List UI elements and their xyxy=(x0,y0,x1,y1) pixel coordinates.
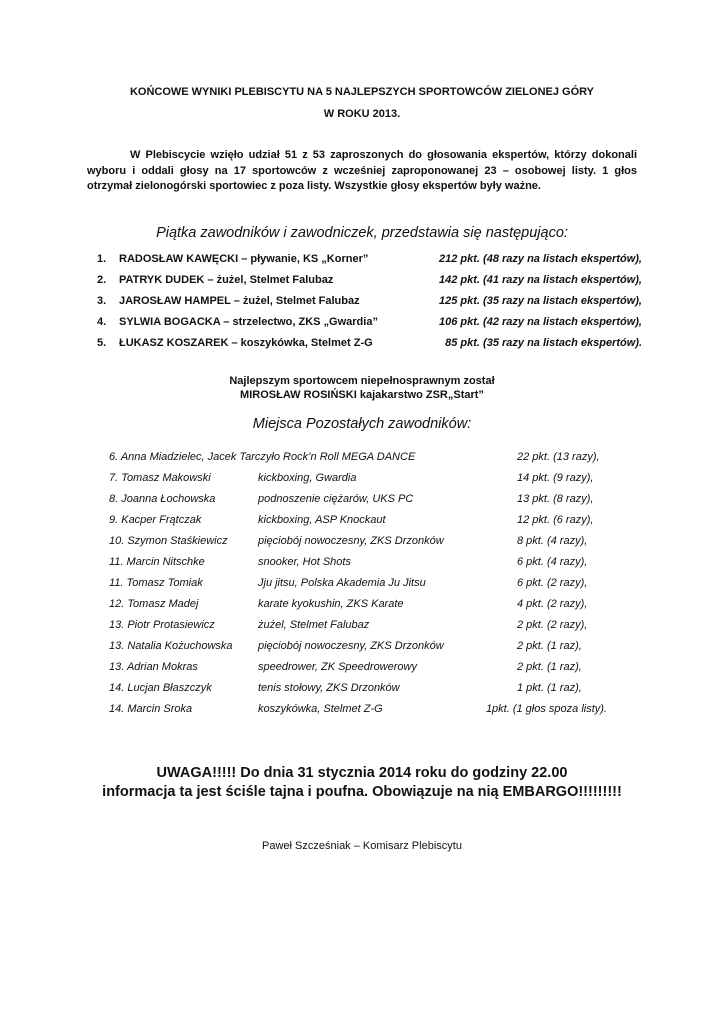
athlete-name: 14. Lucjan Błaszczyk xyxy=(109,682,212,694)
athlete-points: 1pkt. (1 głos spoza listy). xyxy=(485,703,607,715)
athlete-points: 125 pkt. (35 razy na listach ekspertów), xyxy=(439,295,642,307)
athlete-name: 12. Tomasz Madej xyxy=(109,598,199,610)
athlete-points: 2 pkt. (1 raz), xyxy=(517,640,582,652)
top5-row xyxy=(97,291,642,312)
athlete-name: 13. Natalia Kożuchowska xyxy=(109,640,233,652)
athlete-points: 4 pkt. (2 razy), xyxy=(517,598,588,610)
others-row xyxy=(109,594,614,615)
embargo-warning xyxy=(0,764,724,802)
athlete-discipline: koszykówka, Stelmet Z-G xyxy=(258,703,383,715)
others-row xyxy=(109,657,614,678)
athlete-points: 85 pkt. (35 razy na listach ekspertów). xyxy=(445,337,642,349)
athlete-points: 12 pkt. (6 razy), xyxy=(517,514,594,526)
others-row xyxy=(109,573,614,594)
warning-line-1: UWAGA!!!!! Do dnia 31 stycznia 2014 roku do godziny 22.00 xyxy=(156,765,568,781)
athlete-points: 14 pkt. (9 razy), xyxy=(517,472,594,484)
athlete-discipline: snooker, Hot Shots xyxy=(258,556,351,568)
athlete-name: JAROSŁAW HAMPEL – żużel, Stelmet Falubaz xyxy=(119,295,360,307)
others-row xyxy=(109,699,614,720)
document-title-line-2: W ROKU 2013. xyxy=(323,108,401,120)
athlete-discipline: Jju jitsu, Polska Akademia Ju Jitsu xyxy=(258,577,426,589)
athlete-name: 6. Anna Miadzielec, Jacek Tarczyło Rock’n Roll MEGA DANCE xyxy=(109,451,416,463)
others-heading: Miejsca Pozostałych zawodników: xyxy=(252,416,472,432)
signature: Paweł Szcześniak – Komisarz Plebiscytu xyxy=(262,840,462,852)
athlete-points: 13 pkt. (8 razy), xyxy=(517,493,594,505)
top5-row xyxy=(97,270,642,291)
others-row xyxy=(109,489,614,510)
athlete-discipline: podnoszenie ciężarów, UKS PC xyxy=(258,493,414,505)
athlete-name: 14. Marcin Sroka xyxy=(109,703,193,715)
rank-number: 5. xyxy=(97,337,107,349)
athlete-points: 142 pkt. (41 razy na listach ekspertów), xyxy=(439,274,642,286)
others-row xyxy=(109,531,614,552)
athlete-points: 6 pkt. (2 razy), xyxy=(517,577,588,589)
others-row xyxy=(109,636,614,657)
athlete-name: 11. Tomasz Tomiak xyxy=(109,577,203,589)
athlete-points: 22 pkt. (13 razy), xyxy=(517,451,600,463)
athlete-points: 2 pkt. (1 raz), xyxy=(517,661,582,673)
athlete-points: 8 pkt. (4 razy), xyxy=(517,535,588,547)
top5-row xyxy=(97,249,642,270)
document-title-line-1: KOŃCOWE WYNIKI PLEBISCYTU NA 5 NAJLEPSZYCH SPORTOWCÓW ZIELONEJ GÓRY xyxy=(129,86,595,98)
athlete-discipline: kickboxing, ASP Knockaut xyxy=(258,514,386,526)
athlete-points: 6 pkt. (4 razy), xyxy=(517,556,588,568)
athlete-name: 11. Marcin Nitschke xyxy=(109,556,205,568)
intro-text: W Plebiscycie wzięło udział 51 z 53 zaproszonych do głosowania ekspertów, którzy dokonali wyboru i oddali głosy na 17 sportowców z wcześniej zaproponowanej 23 – osobowej listy. 1 głos otrzymał zielonogórski sportowiec z poza listy. Wszystkie głosy ekspertów były ważne. xyxy=(87,149,637,192)
athlete-points: 212 pkt. (48 razy na listach ekspertów), xyxy=(439,253,642,265)
rank-number: 2. xyxy=(97,274,107,286)
athlete-discipline: kickboxing, Gwardia xyxy=(258,472,357,484)
athlete-points: 2 pkt. (2 razy), xyxy=(517,619,588,631)
athlete-name: 8. Joanna Łochowska xyxy=(109,493,216,505)
others-list xyxy=(109,447,614,720)
athlete-points: 1 pkt. (1 raz), xyxy=(517,682,582,694)
intro-paragraph xyxy=(87,148,637,195)
athlete-name: 7. Tomasz Makowski xyxy=(109,472,211,484)
disabled-note-line-1: Najlepszym sportowcem niepełnosprawnym został xyxy=(229,375,495,387)
rank-number: 4. xyxy=(97,316,107,328)
athlete-name: PATRYK DUDEK – żużel, Stelmet Falubaz xyxy=(119,274,334,286)
athlete-discipline: tenis stołowy, ZKS Drzonków xyxy=(258,682,400,694)
disabled-note-line-2: MIROSŁAW ROSIŃSKI kajakarstwo ZSR„Start” xyxy=(240,389,484,401)
top5-row xyxy=(97,333,642,354)
top5-row xyxy=(97,312,642,333)
athlete-name: 13. Piotr Protasiewicz xyxy=(109,619,215,631)
warning-line-2: informacja ta jest ściśle tajna i poufna. Obowiązuje na nią EMBARGO!!!!!!!!! xyxy=(102,784,622,800)
athlete-points: 106 pkt. (42 razy na listach ekspertów), xyxy=(439,316,642,328)
others-row xyxy=(109,552,614,573)
athlete-name: 10. Szymon Staśkiewicz xyxy=(109,535,228,547)
athlete-discipline: pięciobój nowoczesny, ZKS Drzonków xyxy=(258,640,444,652)
athlete-name: RADOSŁAW KAWĘCKI – pływanie, KS „Korner” xyxy=(119,253,369,265)
athlete-discipline: karate kyokushin, ZKS Karate xyxy=(258,598,404,610)
others-row xyxy=(109,678,614,699)
others-row xyxy=(109,510,614,531)
rank-number: 1. xyxy=(97,253,107,265)
athlete-discipline: speedrower, ZK Speedrowerowy xyxy=(258,661,417,673)
top5-heading: Piątka zawodników i zawodniczek, przedstawia się następująco: xyxy=(156,225,568,241)
athlete-name: 13. Adrian Mokras xyxy=(109,661,198,673)
athlete-name: ŁUKASZ KOSZAREK – koszykówka, Stelmet Z-G xyxy=(119,337,373,349)
rank-number: 3. xyxy=(97,295,107,307)
top5-list xyxy=(97,249,642,354)
athlete-discipline: pięciobój nowoczesny, ZKS Drzonków xyxy=(258,535,444,547)
athlete-discipline: żużel, Stelmet Falubaz xyxy=(258,619,370,631)
athlete-name: 9. Kacper Frątczak xyxy=(109,514,202,526)
disabled-athlete-note xyxy=(0,374,724,402)
others-row xyxy=(109,447,614,468)
others-row xyxy=(109,615,614,636)
athlete-name: SYLWIA BOGACKA – strzelectwo, ZKS „Gwardia” xyxy=(119,316,378,328)
others-row xyxy=(109,468,614,489)
